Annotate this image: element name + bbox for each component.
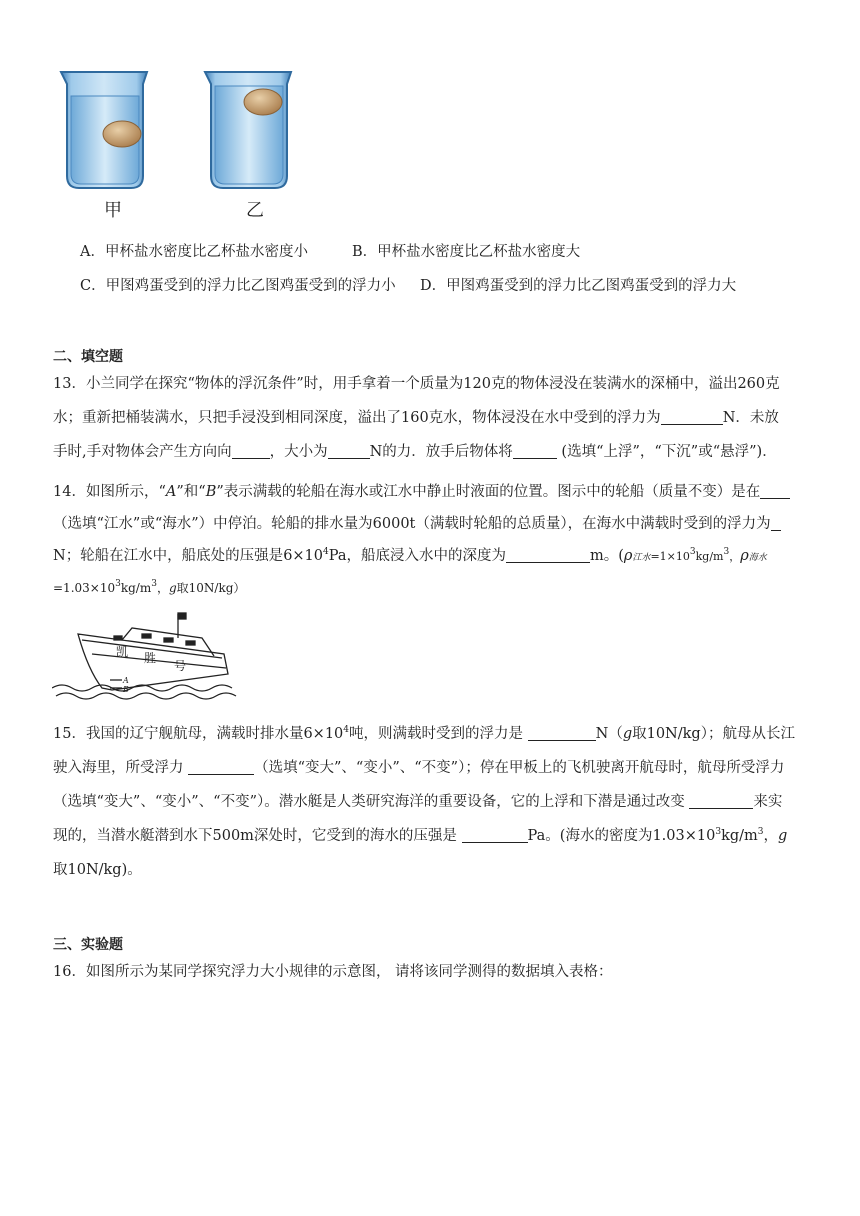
ship-mark-a: A bbox=[123, 676, 129, 685]
ship-name-2: 胜 bbox=[144, 651, 157, 665]
answer-blank[interactable] bbox=[462, 825, 528, 843]
beaker-label-right: 乙 bbox=[246, 200, 264, 221]
section-title-experiment: 三、实验题 bbox=[53, 937, 123, 953]
answer-blank[interactable] bbox=[506, 545, 590, 563]
answer-blank[interactable] bbox=[232, 441, 270, 459]
q15-line2: 驶入海里，所受浮力 （选填“变大”、“变小”、“不变”）；停在甲板上的飞机驶离开航母时，航母所受浮力 bbox=[53, 754, 813, 783]
q15-line3: （选填“变大”、“变小”、“不变”）。潜水艇是人类研究海洋的重要设备，它的上浮和下潜是通过改变 来实 bbox=[53, 788, 813, 817]
answer-blank[interactable] bbox=[760, 481, 790, 499]
option-b: B．甲杯盐水密度比乙杯盐水密度大 bbox=[352, 244, 581, 260]
beaker-right bbox=[205, 72, 291, 188]
q13-line3: 手时,手对物体会产生方向向 ，大小为 N的力．放手后物体将 (选填“上浮”，“下沉”或“悬浮”)． bbox=[53, 438, 813, 467]
ship-figure bbox=[52, 610, 242, 702]
q15-line5: 取10N/kg)。 bbox=[53, 862, 142, 878]
beakers-figure bbox=[55, 64, 335, 224]
answer-blank[interactable] bbox=[328, 441, 370, 459]
q14-line3: N；轮船在江水中，船底处的压强是$6\times 10^4Pa$，船底浸入水中的深度为 m。(ρ江水$=1\times 10^3kg/m^3$，ρ海水 bbox=[53, 547, 767, 564]
beaker-left bbox=[61, 72, 147, 188]
ship-name-1: 凯 bbox=[116, 645, 129, 659]
answer-blank[interactable] bbox=[528, 723, 596, 741]
answer-blank[interactable] bbox=[689, 791, 753, 809]
answer-blank[interactable] bbox=[771, 513, 781, 531]
q14-line4: $=1.03\times 10^3kg/m^3$，g取10N/kg） bbox=[53, 579, 246, 595]
option-c: C．甲图鸡蛋受到的浮力比乙图鸡蛋受到的浮力小 bbox=[80, 278, 396, 294]
answer-blank[interactable] bbox=[513, 441, 557, 459]
q14-line1: 14．如图所示，“A”和“B”表示满载的轮船在海水或江水中静止时液面的位置。图示中的轮船（质量不变）是在 bbox=[53, 478, 813, 507]
q16-line1: 16．如图所示为某同学探究浮力大小规律的示意图， 请将该同学测得的数据填入表格： bbox=[53, 964, 613, 980]
section-title-fill-in: 二、填空题 bbox=[53, 349, 123, 365]
beaker-label-left: 甲 bbox=[104, 200, 122, 221]
answer-blank[interactable] bbox=[188, 757, 254, 775]
option-d: D．甲图鸡蛋受到的浮力比乙图鸡蛋受到的浮力大 bbox=[420, 278, 737, 294]
ship-name-3: 号 bbox=[174, 659, 187, 673]
q13-line2: 水；重新把桶装满水，只把手浸没到相同深度，溢出了160克水，物体浸没在水中受到的浮力为 N．未放 bbox=[53, 404, 813, 433]
q14-line2: （选填“江水”或“海水”）中停泊。轮船的排水量为6000t（满载时轮船的总质量），在海水中满载时受到的浮力为 bbox=[53, 510, 813, 539]
ship-mark-b: B bbox=[123, 685, 129, 694]
option-a: A．甲杯盐水密度比乙杯盐水密度小 bbox=[80, 244, 308, 260]
q15-line1: 15．我国的辽宁舰航母，满载时排水量$6\times 10^4$吨，则满载时受到的浮力是 N（g取10N/kg）；航母从长江 bbox=[53, 725, 795, 742]
q13-line1: 13．小兰同学在探究“物体的浮沉条件”时，用手拿着一个质量为120克的物体浸没在装满水的深桶中，溢出260克 bbox=[53, 376, 780, 392]
answer-blank[interactable] bbox=[661, 407, 723, 425]
q15-line4: 现的，当潜水艇潜到水下500m深处时，它受到的海水的压强是 Pa。(海水的密度为$1.03\times 10^3kg/m^3$，g bbox=[53, 827, 788, 844]
